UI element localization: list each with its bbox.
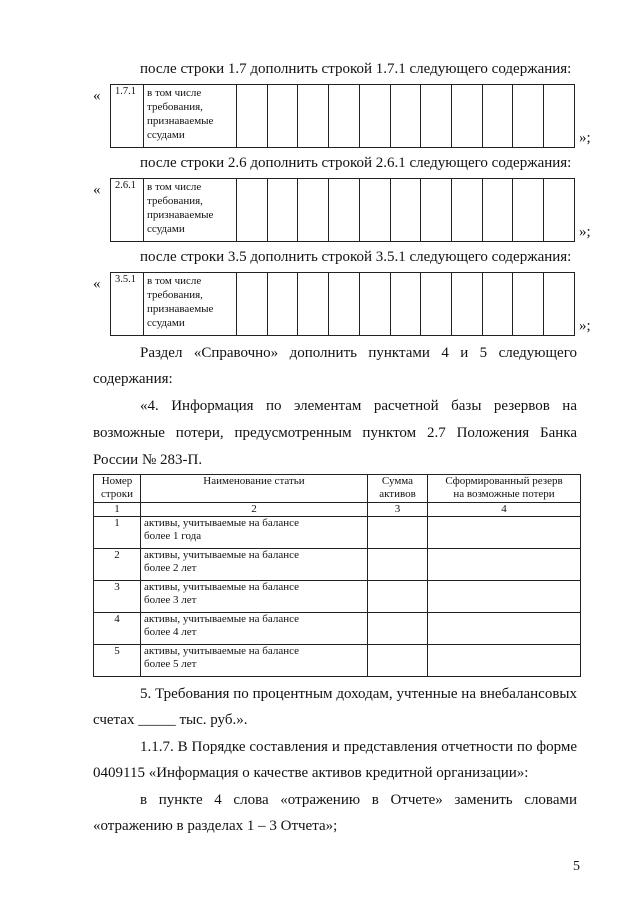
page-number: 5 <box>573 859 580 874</box>
table-index-row: 1 2 3 4 <box>94 503 581 517</box>
row-name-cell: в том числе требования, признаваемые ссудами <box>144 85 237 148</box>
item4-line-2: возможные потери, предусмотренным пунктом 2.7 Положения Банка <box>93 425 577 441</box>
table-row: 2 активы, учитываемые на балансе более 2 лет <box>94 549 581 581</box>
close-quote-3: »; <box>579 318 591 334</box>
item5-line-1: 5. Требования по процентным доходам, учтенные на внебалансовых <box>140 686 577 702</box>
row-name-cell: в том числе требования, признаваемые ссудами <box>144 273 237 336</box>
insert-intro-3: после строки 3.5 дополнить строкой 3.5.1 следующего содержания: <box>140 249 572 265</box>
point4-line-1: в пункте 4 слова «отражению в Отчете» заменить словами <box>140 792 577 808</box>
close-quote-1: »; <box>579 130 591 146</box>
item4-line-3: России № 283-П. <box>93 452 203 468</box>
section-paragraph-line-1: Раздел «Справочно» дополнить пунктами 4 и 5 следующего <box>140 345 577 361</box>
insert-row-table-3 <box>110 272 575 336</box>
row-code-cell: 3.5.1 <box>111 273 144 336</box>
header-row-number: Номер строки <box>94 475 141 503</box>
insert-row-table-2 <box>110 178 575 242</box>
table-row: 5 активы, учитываемые на балансе более 5 лет <box>94 645 581 677</box>
header-assets-sum: Сумма активов <box>368 475 428 503</box>
para-117-line-2: 0409115 «Информация о качестве активов кредитной организации»: <box>93 765 529 781</box>
row-code-cell: 2.6.1 <box>111 179 144 242</box>
table-row: 3 активы, учитываемые на балансе более 3 лет <box>94 581 581 613</box>
table-row: 4 активы, учитываемые на балансе более 4 лет <box>94 613 581 645</box>
table-header-row <box>94 475 581 503</box>
table-row: 1 активы, учитываемые на балансе более 1 года <box>94 517 581 549</box>
item5-line-2: счетах _____ тыс. руб.». <box>93 712 248 728</box>
insert-intro-2: после строки 2.6 дополнить строкой 2.6.1 следующего содержания: <box>140 155 572 171</box>
insert-row-table-1 <box>110 84 575 148</box>
item4-line-1: «4. Информация по элементам расчетной базы резервов на <box>140 398 577 414</box>
point4-line-2: «отражению в разделах 1 – 3 Отчета»; <box>93 818 338 834</box>
open-quote-1: « <box>93 88 101 104</box>
row-code-cell: 1.7.1 <box>111 85 144 148</box>
open-quote-2: « <box>93 182 101 198</box>
row-name-cell: в том числе требования, признаваемые ссудами <box>144 179 237 242</box>
para-117-line-1: 1.1.7. В Порядке составления и представления отчетности по форме <box>140 739 577 755</box>
section-paragraph-line-2: содержания: <box>93 371 173 387</box>
close-quote-2: »; <box>579 224 591 240</box>
open-quote-3: « <box>93 276 101 292</box>
reserve-info-table <box>93 474 581 677</box>
header-item-name: Наименование статьи <box>141 475 368 503</box>
insert-intro-1: после строки 1.7 дополнить строкой 1.7.1 следующего содержания: <box>140 61 572 77</box>
header-reserve: Сформированный резерв на возможные потери <box>428 475 581 503</box>
